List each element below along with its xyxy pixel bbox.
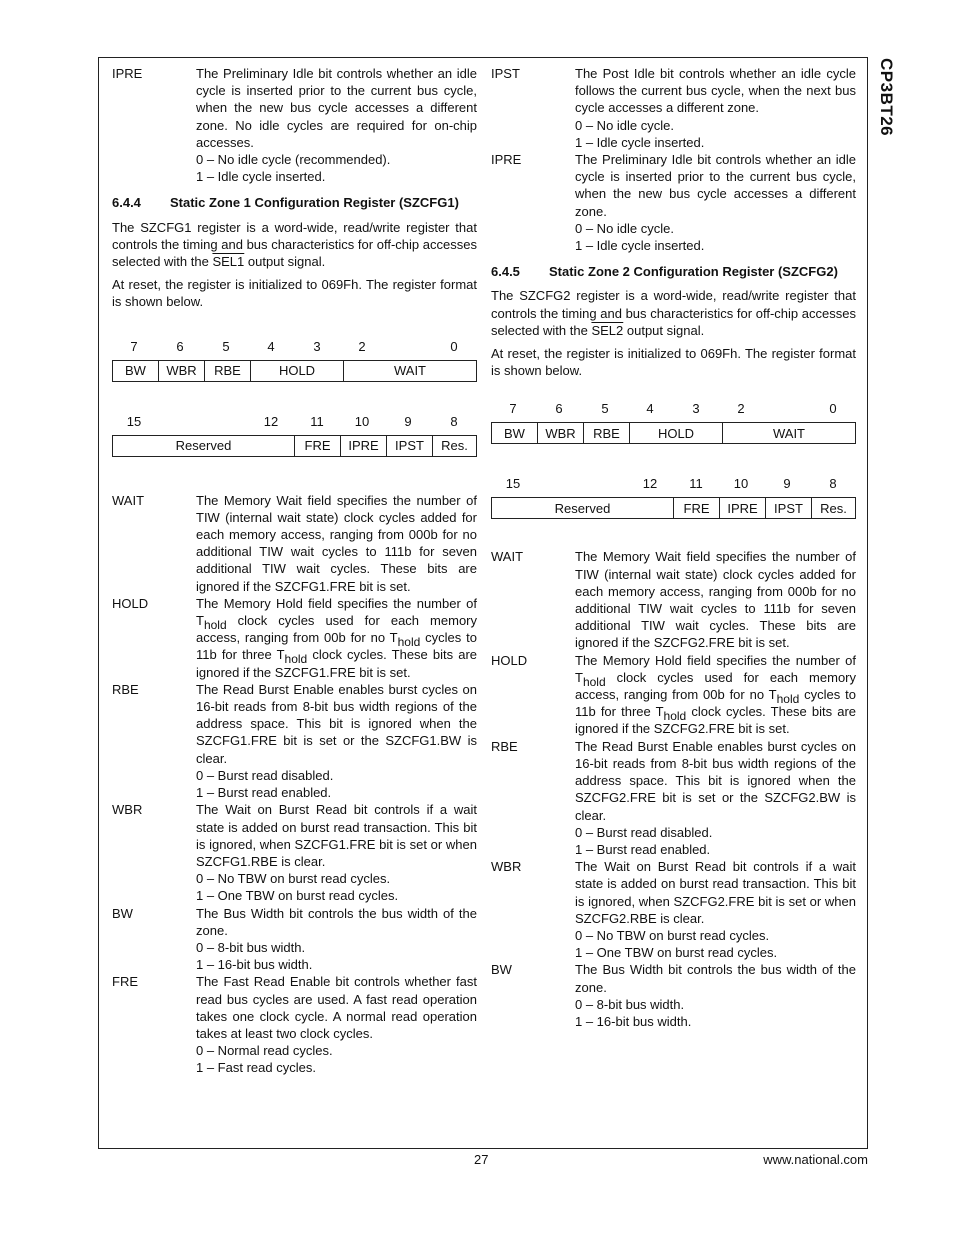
term: BW [491, 962, 512, 978]
field-ipst [491, 65, 856, 151]
reg-field: RBE [584, 423, 630, 444]
description: The Bus Width bit controls the bus width of the zone. [575, 962, 856, 995]
field-ipre [491, 151, 856, 254]
bit-number: 6 [555, 401, 563, 417]
term: RBE [112, 681, 139, 697]
reg-field: FRE [295, 435, 341, 456]
bit-number: 10 [733, 476, 749, 492]
section-title: Static Zone 1 Configuration Register (SZCFG1) [170, 195, 459, 211]
reg-field: BW [113, 360, 159, 381]
option: 0 – No TBW on burst read cycles. [575, 927, 770, 943]
signal-name: SEL2 [591, 322, 624, 338]
description: The Memory Wait field specifies the number of TIW (internal wait state) clock cycles added for each memory access, ranging from 000b for no additional TIW wait cycles to 111b for seven additional TIW wait cycles. These bits are ignored if the SZCFG1.FRE bit is set. [196, 492, 477, 594]
field-hold [112, 595, 477, 681]
section-title: Static Zone 2 Configuration Register (SZCFG2) [549, 264, 838, 280]
field-bw [112, 905, 477, 974]
bit-number: 12 [263, 413, 279, 429]
register-high-byte [112, 413, 477, 457]
field-wait [112, 492, 477, 595]
section-heading [491, 263, 856, 280]
field-hold [491, 652, 856, 738]
bit-number: 5 [601, 401, 609, 417]
field-bw [491, 961, 856, 1030]
term: RBE [491, 738, 518, 754]
reg-field: IPST [387, 435, 433, 456]
signal-name: SEL1 [212, 254, 245, 270]
option: 1 – Idle cycle inserted. [575, 134, 705, 150]
bit-number: 7 [130, 338, 138, 354]
page-number: 27 [474, 1152, 489, 1167]
description: The Wait on Burst Read bit controls if a wait state is added on burst read transaction. This bit is ignored, when SZCFG2.FRE bit is set or when SZCFG2.RBE is clear. [575, 859, 856, 926]
bit-number: 6 [176, 338, 184, 354]
reg-field: WAIT [344, 360, 477, 381]
option: 0 – No TBW on burst read cycles. [196, 871, 391, 887]
bit-number: 10 [354, 413, 370, 429]
side-title: CP3BT26 [877, 58, 897, 137]
term: FRE [112, 974, 138, 990]
left-column [112, 65, 477, 1077]
reg-field: RBE [205, 360, 251, 381]
register-low-byte [112, 338, 477, 382]
bit-number: 2 [358, 338, 366, 354]
option: 0 – No idle cycle (recommended). [196, 152, 391, 168]
bit-number: 0 [450, 338, 458, 354]
bit-number: 3 [692, 401, 700, 417]
section-number: 6.4.4 [112, 195, 141, 211]
bit-number: 9 [404, 413, 412, 429]
reg-field: WBR [538, 423, 584, 444]
field-wait [491, 548, 856, 651]
option: 1 – Burst read enabled. [575, 841, 711, 857]
description: The Wait on Burst Read bit controls if a wait state is added on burst read transaction. This bit is ignored, when SZCFG1.FRE bit is set or when SZCFG1.RBE is clear. [196, 802, 477, 869]
bit-number: 12 [642, 476, 658, 492]
option: 1 – Fast read cycles. [196, 1060, 316, 1076]
reg-field: Res. [812, 498, 856, 519]
option: 0 – No idle cycle. [575, 117, 674, 133]
reg-field: Reserved [113, 435, 295, 456]
description: The Fast Read Enable bit controls whether fast read bus cycles are used. A fast read operation takes one clock cycle. A normal read operation takes at least two clock cycles. [196, 974, 477, 1041]
bit-number: 4 [646, 401, 654, 417]
bit-number: 8 [829, 476, 837, 492]
option: 1 – One TBW on burst read cycles. [196, 888, 399, 904]
term: BW [112, 905, 133, 921]
bit-number: 7 [509, 401, 517, 417]
term: HOLD [112, 595, 149, 611]
reg-field: IPRE [341, 435, 387, 456]
description: The Preliminary Idle bit controls whether an idle cycle is inserted prior to the current bus cycle, when the new bus cycle accesses a different zone. No idle cycles are required for on-chip accesses. [196, 66, 477, 150]
field-ipre [112, 65, 477, 185]
field-wbr [491, 858, 856, 961]
reg-field: IPST [766, 498, 812, 519]
footer-url: www.national.com [763, 1152, 868, 1167]
bit-number: 15 [126, 413, 142, 429]
reg-field: Res. [433, 435, 477, 456]
paragraph: At reset, the register is initialized to 069Fh. The register format is shown below. [112, 277, 477, 310]
bit-number: 8 [450, 413, 458, 429]
option: 0 – No idle cycle. [575, 220, 674, 236]
option: 1 – 16-bit bus width. [575, 1013, 692, 1029]
bit-number: 11 [689, 476, 703, 492]
reg-field: FRE [674, 498, 720, 519]
description: The Memory Hold field specifies the number of $T_{hold}$ clock cycles used for each memory access, ranging from 00b for no $T_{hold}$ cycles to 11b for three $T_{hold}$ clock cycles. These bits are ignored if the SZCFG2.FRE bit is set. [575, 652, 856, 737]
description: The Post Idle bit controls whether an idle cycle follows the current bus cycle, when the next bus cycle accesses a different zone. [575, 66, 856, 116]
paragraph: The SZCFG2 register is a word-wide, read/write register that controls the timing and bus characteristics for off-chip accesses selected with the SEL2 output signal. [491, 288, 856, 338]
bit-number: 4 [267, 338, 275, 354]
section-number: 6.4.5 [491, 264, 520, 280]
option: 0 – Burst read disabled. [575, 824, 713, 840]
bit-number: 5 [222, 338, 230, 354]
bit-number: 3 [313, 338, 321, 354]
field-rbe [112, 681, 477, 801]
option: 1 – One TBW on burst read cycles. [575, 945, 778, 961]
paragraph: At reset, the register is initialized to 069Fh. The register format is shown below. [491, 346, 856, 379]
reg-field: HOLD [251, 360, 344, 381]
paragraph: The SZCFG1 register is a word-wide, read/write register that controls the timing and bus characteristics for off-chip accesses selected with the SEL1 output signal. [112, 219, 477, 270]
term: HOLD [491, 652, 528, 668]
term: WAIT [112, 492, 145, 508]
term: IPRE [491, 152, 522, 168]
field-rbe [491, 738, 856, 858]
bit-number: 9 [783, 476, 791, 492]
option: 0 – Burst read disabled. [196, 767, 334, 783]
bit-number: 0 [829, 401, 837, 417]
description: The Memory Wait field specifies the number of TIW (internal wait state) clock cycles added for each memory access, ranging from 000b for no additional TIW wait cycles to 111b for seven additional TIW wait cycles. These bits are ignored if the SZCFG2.FRE bit is set. [575, 549, 856, 651]
option: 0 – 8-bit bus width. [575, 996, 685, 1012]
register-low-byte [491, 400, 856, 444]
reg-field: WBR [159, 360, 205, 381]
term: IPRE [112, 66, 143, 81]
right-column [491, 65, 856, 1030]
bit-number: 15 [505, 476, 521, 492]
section-heading [112, 194, 477, 211]
option: 1 – 16-bit bus width. [196, 957, 313, 973]
reg-field: HOLD [630, 423, 723, 444]
description: The Read Burst Enable enables burst cycles on 16-bit reads from 8-bit bus width regions of the address space. This bit is ignored when the SZCFG1.FRE bit is set or the SZCFG1.BW is clear. [196, 681, 477, 766]
description: The Memory Hold field specifies the number of $T_{hold}$ clock cycles used for each memory access, ranging from 00b for no $T_{hold}$ cycles to 11b for three $T_{hold}$ clock cycles. These bits are ignored if the SZCFG1.FRE bit is set. [196, 595, 477, 680]
bit-number: 11 [310, 413, 324, 429]
description: The Read Burst Enable enables burst cycles on 16-bit reads from 8-bit bus width regions of the address space. This bit is ignored when the SZCFG2.FRE bit is set or the SZCFG2.BW is clear. [575, 738, 856, 823]
description: The Bus Width bit controls the bus width of the zone. [196, 905, 477, 938]
reg-field: BW [492, 423, 538, 444]
field-fre [112, 973, 477, 1076]
term: WBR [491, 859, 522, 875]
term: IPST [491, 66, 520, 81]
reg-field: WAIT [723, 423, 856, 444]
description: The Preliminary Idle bit controls whether an idle cycle is inserted prior to the current bus cycle, when the new bus cycle accesses a different zone. [575, 152, 856, 219]
field-wbr [112, 801, 477, 904]
option: 1 – Idle cycle inserted. [575, 238, 705, 254]
register-high-byte [491, 475, 856, 519]
bit-number: 2 [737, 401, 745, 417]
reg-field: IPRE [720, 498, 766, 519]
option: 1 – Burst read enabled. [196, 785, 332, 801]
reg-field: Reserved [492, 498, 674, 519]
term: WBR [112, 802, 143, 818]
option: 0 – Normal read cycles. [196, 1043, 333, 1059]
term: WAIT [491, 549, 524, 565]
option: 0 – 8-bit bus width. [196, 939, 306, 955]
option: 1 – Idle cycle inserted. [196, 169, 326, 185]
